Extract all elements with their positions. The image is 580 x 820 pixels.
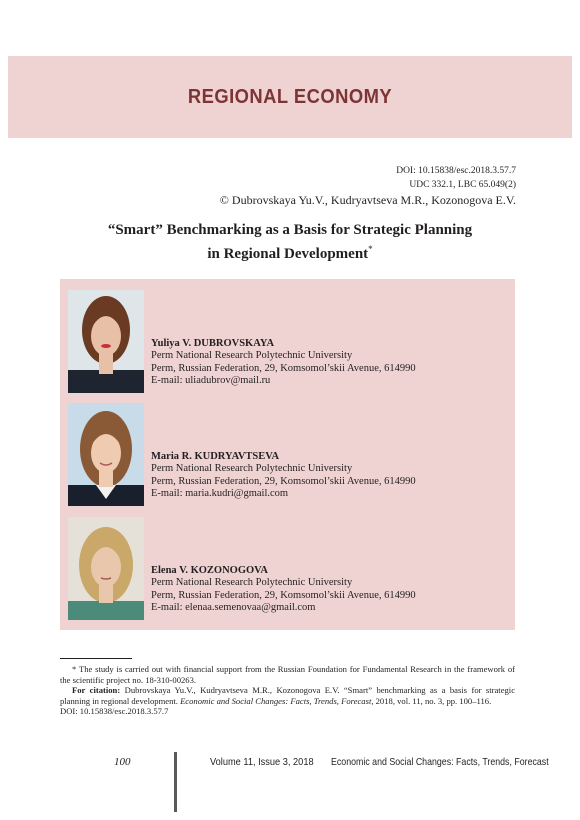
citation-tail: , 2018, vol. 11, no. 3, pp. 100–116. — [371, 695, 492, 706]
author-address: Perm, Russian Federation, 29, Komsomol’skii Avenue, 614990 — [151, 475, 416, 487]
author-affiliation: Perm National Research Polytechnic University — [151, 350, 353, 362]
journal-name: Economic and Social Changes: Facts, Trends, Forecast — [331, 756, 549, 768]
author-name: Elena V. KOZONOGOVA — [151, 565, 268, 576]
author-card — [68, 517, 508, 620]
author-address: Perm, Russian Federation, 29, Komsomol’skii Avenue, 614990 — [151, 589, 416, 601]
author-affiliation: Perm National Research Polytechnic University — [151, 577, 353, 589]
footnotes — [60, 664, 515, 717]
article-title — [60, 221, 520, 264]
author-card — [68, 290, 508, 393]
citation-text: Dubrovskaya Yu.V., Kudryavtseva M.R., Kozonogova E.V. “Smart” benchmarking as a basis for strategic planning in regional development. — [60, 685, 516, 706]
author-email: E-mail: elenaa.semenovaa@gmail.com — [151, 602, 316, 614]
footnote-mark: * — [368, 244, 373, 254]
author-affiliation: Perm National Research Polytechnic University — [151, 463, 353, 475]
page-number: 100 — [114, 756, 131, 768]
author-info — [151, 565, 416, 615]
author-name: Maria R. KUDRYAVTSEVA — [151, 451, 280, 462]
footer-divider — [174, 752, 177, 812]
section-header-band — [8, 56, 572, 138]
author-info — [151, 338, 416, 388]
article-title-line-1: “Smart” Benchmarking as a Basis for Strategic Planning — [107, 222, 473, 238]
author-photo — [68, 290, 144, 393]
section-title: REGIONAL ECONOMY — [187, 86, 393, 108]
footnote-divider — [60, 658, 132, 659]
author-name: Yuliya V. DUBROVSKAYA — [151, 338, 275, 349]
author-photo — [68, 517, 144, 620]
article-title-line-2: in Regional Development — [207, 246, 369, 262]
citation-journal: Economic and Social Changes: Facts, Trends, Forecast — [180, 695, 372, 706]
doi: DOI: 10.15838/esc.2018.3.57.7 — [396, 166, 516, 176]
author-email: E-mail: maria.kudri@gmail.com — [151, 488, 289, 500]
udc: UDC 332.1, LBC 65.049(2) — [409, 180, 516, 190]
citation-doi: DOI: 10.15838/esc.2018.3.57.7 — [60, 706, 169, 717]
author-info — [151, 451, 416, 501]
funding-footnote: * The study is carried out with financial support from the Russian Foundation for Fundamental Research in the framework of the scientific project no. 18-310-00263. — [60, 664, 515, 685]
author-photo — [68, 403, 144, 506]
issue-info: Volume 11, Issue 3, 2018 — [210, 756, 314, 768]
authors-box — [60, 279, 515, 630]
author-email: E-mail: uliadubrov@mail.ru — [151, 375, 271, 387]
author-card — [68, 403, 508, 506]
author-address: Perm, Russian Federation, 29, Komsomol’skii Avenue, 614990 — [151, 362, 416, 374]
citation-footnote — [60, 685, 515, 706]
copyright-line: © Dubrovskaya Yu.V., Kudryavtseva M.R., Kozonogova E.V. — [219, 193, 516, 207]
citation-label: For citation: — [72, 685, 121, 696]
